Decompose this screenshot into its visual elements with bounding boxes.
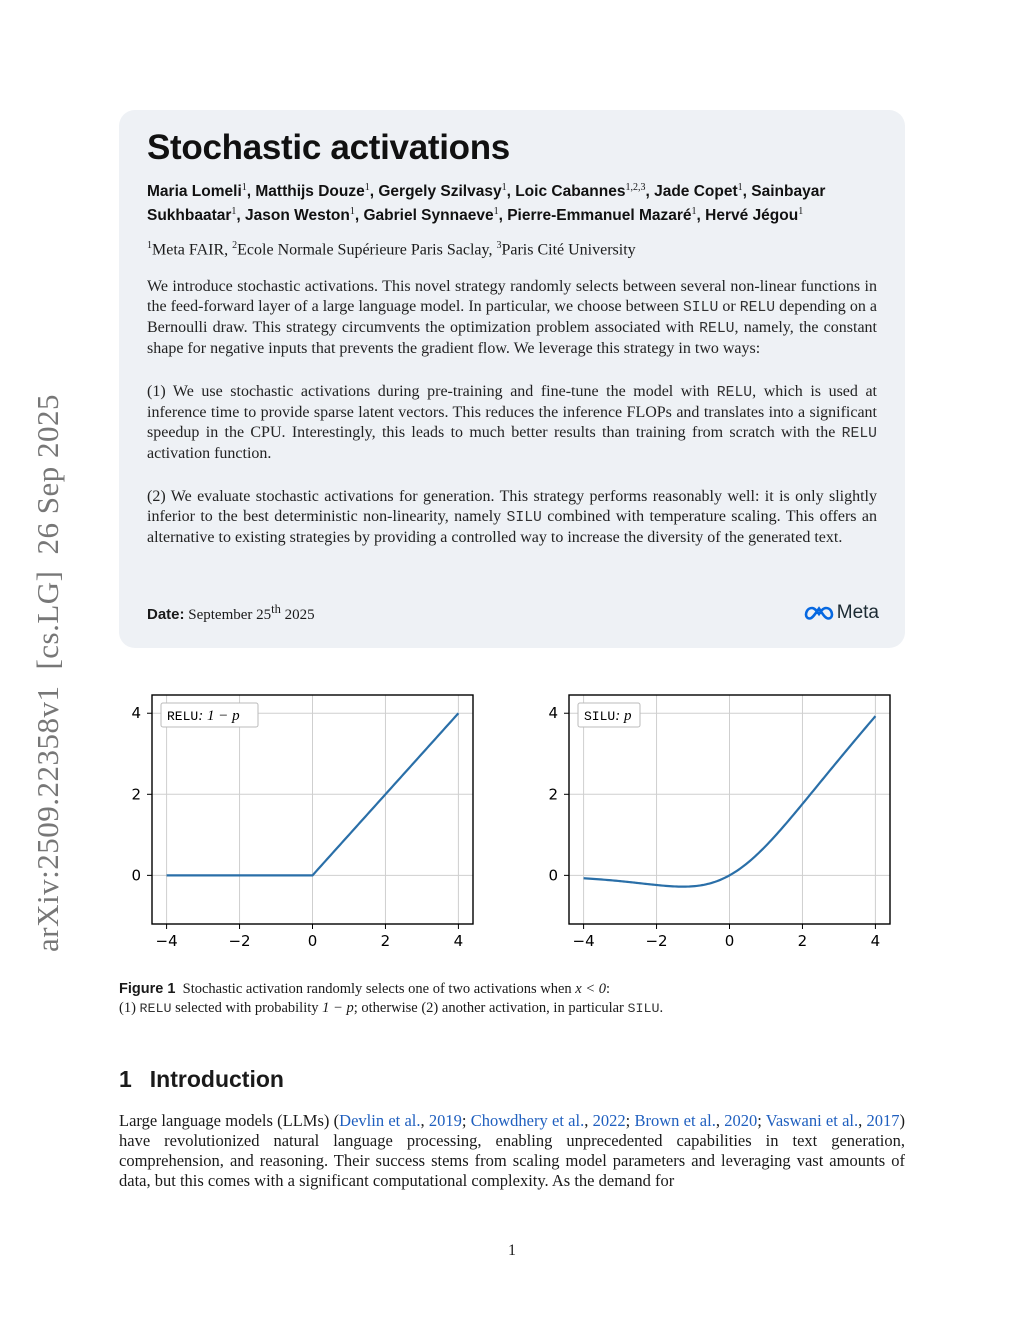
citation-link[interactable]: 2022 (592, 1111, 626, 1130)
x-tick-label: −4 (155, 932, 178, 950)
text-run: (1) We use stochastic activations during pre-training and fine-tune the model with (147, 382, 717, 400)
text-run: , (858, 1111, 867, 1130)
x-tick-label: 4 (870, 932, 881, 950)
text-run: Stochastic activation randomly selects one of two activations when (182, 981, 576, 997)
affiliation-name: Ecole Normale Supérieure Paris Saclay (237, 241, 489, 259)
section-heading (119, 1066, 302, 1093)
math-expression: x < 0 (575, 981, 606, 997)
date-label: Date: (147, 606, 185, 623)
code-term: SILU (627, 1002, 660, 1017)
author-name: Pierre-Emmanuel Mazaré (507, 207, 692, 225)
author-name: Sainbayar Sukhbaatar (147, 183, 826, 225)
text-run: (1) (119, 1000, 140, 1016)
text-run: ) have revolutionized natural language processing, enabling unprecedented capabilities in text generation, comprehension, and reasoning. Their success stems from scaling model parameters and leveraging vast amounts of data, but this comes with a significant computational complexity. As the demand for (119, 1111, 906, 1190)
author-affiliation-mark: 1 (691, 206, 697, 218)
text-run: ; (461, 1111, 471, 1130)
caption-line-1 (183, 981, 610, 997)
text-run: ; (625, 1111, 635, 1130)
date-month-day: September 25 (188, 607, 272, 623)
arxiv-category: [cs.LG] (30, 570, 65, 670)
author-name: Gergely Szilvasy (378, 183, 502, 201)
math-expression: 1 − p (322, 1000, 354, 1016)
legend-label (584, 708, 632, 724)
author-affiliation-mark: 1 (349, 206, 355, 218)
y-tick-label: 4 (131, 704, 141, 723)
citation-link[interactable]: Vaswani et al. (765, 1111, 859, 1130)
author-name: Hervé Jégou (705, 207, 799, 225)
legend-math: : 1 − p (198, 708, 240, 724)
citation-link[interactable]: 2020 (724, 1111, 758, 1130)
section-title: Introduction (149, 1066, 284, 1092)
caption-line-2 (119, 999, 909, 1019)
y-tick-label: 2 (548, 785, 558, 804)
y-tick-label: 2 (131, 785, 141, 804)
author-affiliation-mark: 1 (241, 182, 247, 193)
abstract-paragraph-1 (147, 277, 877, 359)
text-run: . (659, 1000, 664, 1016)
silu-plot (535, 684, 905, 959)
x-tick-label: 4 (453, 932, 464, 950)
abstract-box (119, 110, 905, 648)
code-term: RELU (739, 299, 776, 316)
text-run: , (715, 1111, 725, 1130)
legend-label (167, 708, 240, 724)
x-tick-label: 2 (380, 932, 391, 950)
text-run: , namely, the constant shape for negative inputs that prevents the gradient flow. We leverage this strategy in two ways: (147, 318, 877, 357)
code-term: SILU (682, 299, 719, 316)
date-year: 2025 (284, 607, 315, 623)
author-name: Gabriel Synnaeve (363, 207, 494, 225)
author-name: Matthijs Douze (255, 183, 365, 201)
x-tick-label: −2 (645, 932, 668, 950)
meta-logo (804, 602, 879, 624)
x-tick-label: 0 (307, 932, 318, 950)
author-affiliation-mark: 1 (364, 182, 370, 193)
text-run: (2) We evaluate stochastic activations for generation. This strategy performs reasonably well: it is only slightly inferior to the best deterministic non-linearity, namely (147, 487, 877, 525)
text-run: ; otherwise (2) another activation, in particular (353, 1000, 628, 1016)
x-tick-label: 2 (797, 932, 808, 950)
author-name: Jason Weston (245, 207, 350, 225)
affiliation-number: 1 (147, 240, 152, 252)
text-run: , which is used at inference time to provide sparse latent vectors. This reduces the inference FLOPs and translates into a significant speedup in the CPU. Interestingly, this leads to much better results than training from scratch with the (147, 382, 877, 441)
page-number: 1 (508, 1242, 516, 1259)
y-tick-label: 0 (131, 866, 141, 885)
text-run: : (606, 981, 611, 997)
legend-code: RELU (167, 709, 199, 724)
date-suffix: th (271, 602, 281, 616)
x-tick-label: 0 (724, 932, 735, 950)
text-run: , (584, 1111, 593, 1130)
affiliation-number: 3 (496, 240, 502, 252)
author-affiliation-mark: 1,2,3 (625, 182, 646, 193)
citation-link[interactable]: Devlin et al. (339, 1111, 421, 1130)
text-run: combined with temperature scaling. This offers an alternative to existing strategies by providing a controlled way to increase the diversity of the generated text. (147, 507, 877, 546)
author-affiliation-mark: 1 (737, 182, 743, 193)
text-run: depending on a Bernoulli draw. This strategy circumvents the optimization problem associated with (147, 297, 878, 336)
paper-title: Stochastic activations (147, 128, 510, 167)
affiliation-number: 2 (232, 240, 238, 252)
affiliation-name: Meta FAIR (152, 241, 225, 259)
x-tick-label: −4 (572, 932, 595, 950)
affiliations: $^1$Meta FAIR, $^2$Ecole Normale Supérieure Paris Saclay, $^3$Paris Cité University (147, 240, 636, 259)
legend-code: SILU (584, 709, 616, 724)
abstract-paragraph-2 (147, 382, 877, 464)
meta-infinity-icon (804, 605, 834, 621)
x-tick-label: −2 (228, 932, 251, 950)
code-term: RELU (699, 320, 735, 337)
affiliation-name: Paris Cité University (501, 241, 636, 259)
arxiv-id: arXiv:2509.22358v1 (30, 685, 65, 952)
y-tick-label: 0 (548, 866, 558, 885)
text-run: selected with probability (171, 1000, 323, 1016)
arxiv-date: 26 Sep 2025 (30, 394, 65, 555)
author-affiliation-mark: 1 (798, 206, 804, 218)
text-run: We introduce stochastic activations. This novel strategy randomly selects between several non-linear functions in the feed-forward layer of a large language model. In particular, we choose between (147, 277, 877, 315)
code-term: RELU (716, 384, 753, 401)
legend-math: : p (615, 708, 632, 724)
citation-link[interactable]: 2017 (866, 1111, 900, 1130)
text-run: , (420, 1111, 429, 1130)
date-line (147, 602, 315, 624)
author-affiliation-mark: 1 (501, 182, 507, 193)
citation-link[interactable]: Brown et al. (634, 1111, 716, 1130)
citation-link[interactable]: Chowdhery et al. (470, 1111, 585, 1130)
text-run: ; (757, 1111, 766, 1130)
author-name: Jade Copet (654, 183, 738, 201)
caption-label: Figure 1 (119, 981, 176, 997)
text-run: activation function. (147, 444, 272, 462)
code-term: SILU (506, 509, 542, 526)
code-term: RELU (139, 1002, 172, 1017)
author-name: Loic Cabannes (515, 183, 626, 201)
citation-link[interactable]: 2019 (428, 1111, 462, 1130)
intro-paragraph (119, 1111, 905, 1191)
section-number: 1 (119, 1066, 132, 1092)
author-affiliation-mark: 1 (493, 206, 499, 218)
y-tick-label: 4 (548, 704, 558, 723)
author-name: Maria Lomeli (147, 183, 242, 201)
relu-plot (118, 684, 488, 959)
arxiv-stamp (30, 352, 64, 952)
text-run: Large language models (LLMs) ( (119, 1111, 340, 1130)
author-list: Maria Lomeli$^1$, Matthijs Douze$^1$, Gergely Szilvasy$^1$, Loic Cabannes$^{1,2,3}$, Jade Copet$^1$, Sainbayar Sukhbaatar$^1$, Jason Weston$^1$, Gabriel Synnaeve$^1$, Pierre-Emmanuel Mazaré$^1$, Hervé Jégou$^1$ (147, 182, 826, 225)
code-term: RELU (841, 425, 877, 442)
abstract-paragraph-3 (147, 487, 877, 548)
meta-logo-text: Meta (836, 602, 879, 623)
figure-caption (119, 980, 909, 1019)
text-run: or (718, 297, 740, 315)
author-affiliation-mark: 1 (231, 206, 237, 218)
